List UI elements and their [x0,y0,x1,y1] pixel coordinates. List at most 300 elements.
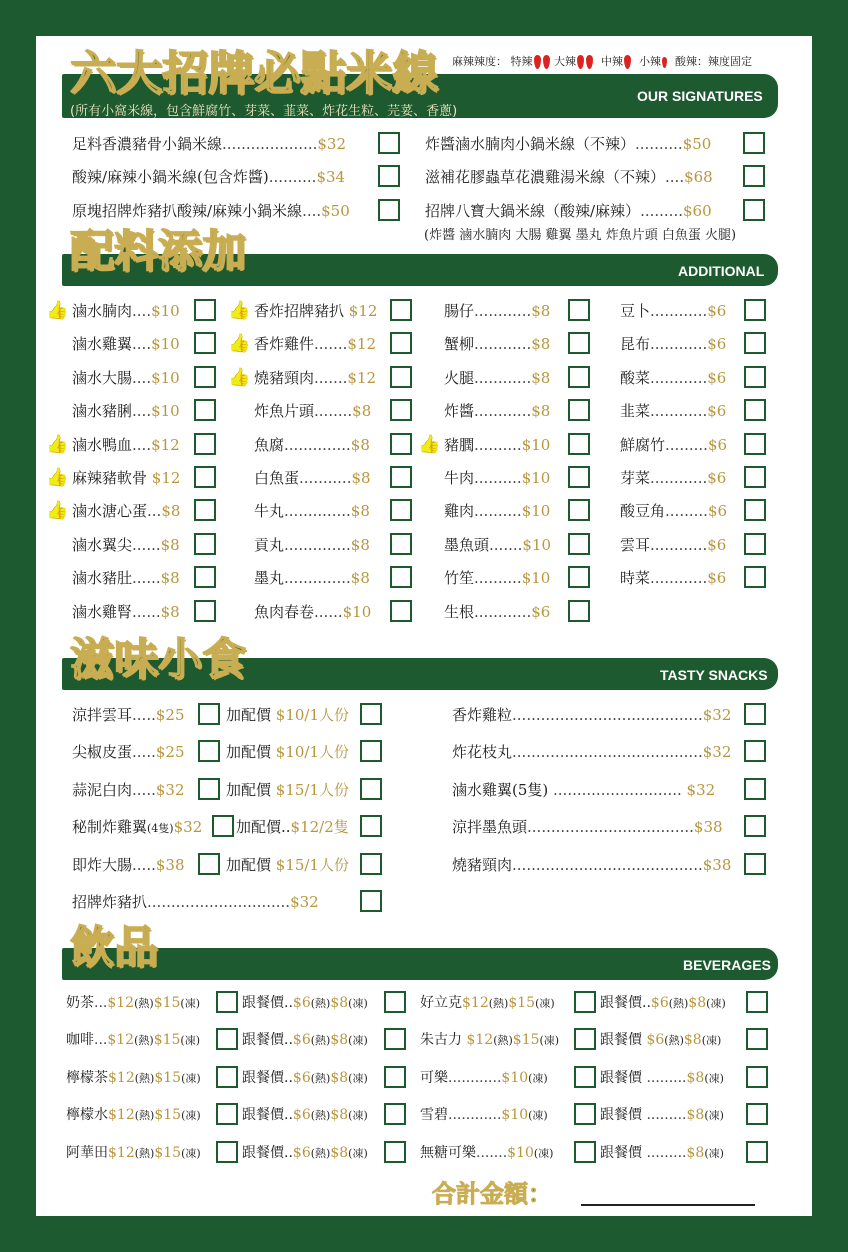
item-dots: .......... [635,135,683,153]
addon-checkbox[interactable] [360,740,382,762]
signatures-tag: OUR SIGNATURES [637,88,763,104]
snack-checkbox[interactable] [744,853,766,875]
set-checkbox[interactable] [746,991,768,1013]
item-dots: ...... [132,602,161,621]
item-price: $10 [501,1107,529,1124]
snack-checkbox[interactable] [744,778,766,800]
set-price: $8 [686,1144,705,1161]
pepper-icon [586,55,593,69]
item-dots: ......... [640,202,683,220]
item-dots: ............ [650,469,708,487]
legend-label: 麻辣辣度： [452,55,507,68]
beverage-set-price [600,1105,724,1126]
set-price: $8 [686,1107,705,1124]
set-checkbox[interactable] [384,1103,406,1125]
set-checkbox[interactable] [384,991,406,1013]
additional-item [254,368,376,388]
beverage-checkbox[interactable] [216,1141,238,1163]
addon-checkbox[interactable] [360,778,382,800]
set-tag2: (凍) [706,997,726,1010]
item-price: $8 [351,469,371,487]
item-name: 滷水大腸 [72,368,133,387]
set-checkbox[interactable] [384,1066,406,1088]
item-dots: .............. [284,502,351,521]
snack-checkbox[interactable] [744,740,766,762]
item-dots: ............ [448,1107,502,1124]
item-price: $10 [507,1144,534,1161]
addon-price: $12/2隻 [290,818,349,837]
cold-tag: (凍) [181,1109,201,1123]
item-tag: (凍) [528,1109,548,1123]
item-price: $10 [151,302,180,320]
item-dots: ............ [650,402,708,421]
additional-checkbox[interactable] [194,299,216,321]
item-name: 滷水豬肚 [72,569,133,588]
set-price: $6 [650,995,669,1011]
pepper-icon [577,55,584,69]
item-name: 香炸雞件 [254,335,315,354]
additional-item [254,435,370,455]
item-name: 腸仔 [444,302,475,320]
item-dots: ... [94,995,108,1011]
item-name: 生根 [444,602,475,621]
item-price: $8 [531,335,551,354]
item-name: 酸豆角 [620,502,666,521]
additional-checkbox[interactable] [194,433,216,455]
additional-item [620,435,727,455]
set-label: 跟餐價 [600,1144,647,1161]
beverage-set-price [242,1105,368,1126]
item-dots: .... [132,402,152,421]
set-label: 跟餐價.. [242,995,293,1011]
set-checkbox[interactable] [746,1028,768,1050]
addon-price: $10/1人份 [275,743,350,762]
cold-tag: (凍) [181,1071,201,1085]
additional-checkbox[interactable] [194,566,216,588]
additional-item [444,334,550,354]
thumbs-up-icon: 👍 [46,433,69,455]
set-dots: ......... [646,1107,687,1124]
additional-checkbox[interactable] [744,466,766,488]
item-price: $6 [707,368,727,387]
item-dots: ....... [489,535,523,554]
item-dots: ............ [474,335,532,354]
item-price: $6 [707,569,727,588]
beverage-item [66,993,200,1014]
signature-item [425,167,713,187]
additional-item [254,568,370,588]
additional-checkbox[interactable] [194,366,216,388]
signature-item [72,167,345,187]
set-dots: ......... [646,1144,687,1161]
item-price: $25 [155,706,185,724]
additional-item [444,535,551,555]
additional-checkbox[interactable] [568,299,590,321]
item-dots: ... [94,1032,108,1049]
item-dots: ..... [132,780,156,799]
item-price: $8 [160,602,180,621]
item-dots: ............ [474,402,532,421]
item-name: 燒豬頸肉 [254,368,315,387]
item-dots: ............ [474,368,532,387]
signature-checkbox[interactable] [743,165,765,187]
item-dots: ..... [132,855,156,874]
thumbs-up-icon: 👍 [228,366,251,388]
item-price: $12 [347,368,377,387]
item-price: $8 [531,368,551,387]
item-dots: ................................... [527,818,694,837]
additional-checkbox[interactable] [744,433,766,455]
item-name: 檸檬水 [66,1107,108,1124]
cold-price: $15 [153,995,181,1011]
item-price: $60 [682,202,712,220]
item-name: 芽菜 [620,469,651,487]
item-dots: .................... [222,135,318,153]
item-name: 滷水鴨血 [72,435,133,454]
set-hot-price: $6 [292,1144,311,1161]
set-tag: (凍) [704,1146,724,1160]
item-qty: (4隻) [147,822,174,836]
additional-checkbox[interactable] [390,433,412,455]
set-hot-price: $6 [292,995,311,1011]
item-price: $10 [342,602,372,621]
beverage-checkbox[interactable] [216,1103,238,1125]
beverage-checkbox[interactable] [216,1066,238,1088]
item-dots: .... [665,168,685,186]
additional-item [72,468,180,488]
thumbs-up-icon: 👍 [228,333,251,355]
item-price: $32 [317,135,347,153]
item-name: 豬膶 [444,435,475,454]
additional-checkbox[interactable] [194,399,216,421]
addon-price: $15/1人份 [275,780,350,799]
item-name: 咖啡 [66,1032,94,1049]
signature-checkbox[interactable] [378,132,400,154]
item-dots: ........ [314,402,353,421]
beverage-checkbox[interactable] [574,991,596,1013]
additional-checkbox[interactable] [744,566,766,588]
beverage-set-price [242,1030,368,1051]
item-price: $6 [707,469,727,487]
signature-item [72,134,346,154]
item-price: $32 [702,706,732,724]
set-checkbox[interactable] [746,1066,768,1088]
snack-addon [236,817,349,837]
additional-checkbox[interactable] [568,533,590,555]
hot-price: $12 [108,1144,135,1161]
thumbs-up-icon: 👍 [46,300,69,321]
item-price2: $15 [508,995,536,1011]
beverage-checkbox[interactable] [216,991,238,1013]
item-name: 雲耳 [620,535,651,554]
item-dots: ......... [665,502,708,521]
beverage-checkbox[interactable] [216,1028,238,1050]
beverage-checkbox[interactable] [574,1141,596,1163]
additional-checkbox[interactable] [744,399,766,421]
item-name: 尖椒皮蛋 [72,743,133,762]
additional-item [72,301,180,321]
set-checkbox[interactable] [384,1028,406,1050]
snack-checkbox[interactable] [744,703,766,725]
addon-label: 加配價 [226,706,276,724]
additional-item [620,301,726,321]
item-price: $8 [350,535,370,554]
item-dots: ..... [132,743,156,762]
item-name: 雪碧 [420,1107,448,1124]
item-price: $12 [151,469,181,487]
legend-special: 特辣 [510,55,533,68]
additional-checkbox[interactable] [568,566,590,588]
legend-big: 大辣 [554,55,576,68]
item-dots: .............. [284,435,351,454]
additional-checkbox[interactable] [568,466,590,488]
item-price: $8 [531,402,551,421]
additional-checkbox[interactable] [744,533,766,555]
additional-title: 配料添加 [70,226,246,277]
additional-checkbox[interactable] [744,366,766,388]
beverage-item [66,1030,200,1051]
item-name: 麻辣豬軟骨 [72,469,148,487]
beverage-set-price [242,993,368,1014]
additional-item [620,368,726,388]
additional-item [444,401,550,421]
signatures-title: 六大招牌必點米線 [70,46,438,100]
additional-checkbox[interactable] [390,366,412,388]
set-price2: $8 [688,995,707,1011]
set-checkbox[interactable] [746,1103,768,1125]
cold-price: $15 [154,1107,182,1124]
additional-item [72,602,180,622]
snack-item [72,855,185,875]
additional-checkbox[interactable] [390,600,412,622]
item-name: 韭菜 [620,402,651,421]
item-name: 涼拌雲耳 [72,706,133,724]
snack-checkbox[interactable] [198,778,220,800]
additional-checkbox[interactable] [390,299,412,321]
item-dots: ............ [448,1069,502,1086]
additional-checkbox[interactable] [194,499,216,521]
item-price: $25 [155,743,185,762]
addon-label: 加配價 [226,743,276,762]
item-price: $8 [350,435,370,454]
item-dots: ..... [132,706,156,724]
signature-checkbox[interactable] [378,165,400,187]
set-checkbox[interactable] [384,1141,406,1163]
item-price: $10 [522,535,552,554]
item-name: 鮮腐竹 [620,435,666,454]
set-hot-price: $6 [292,1032,311,1049]
additional-item [72,435,180,455]
additional-item [620,468,726,488]
addon-checkbox[interactable] [360,815,382,837]
item-price: $10 [151,402,180,421]
addon-checkbox[interactable] [360,853,382,875]
addon-checkbox[interactable] [360,703,382,725]
additional-checkbox[interactable] [390,566,412,588]
item-price: $50 [321,202,350,220]
item-name: 酸辣/麻辣小鍋米線(包含炸醬) [72,168,269,186]
item-name: 炸醬滷水腩肉小鍋米線（不辣） [425,135,636,153]
item-name: 牛丸 [254,502,285,521]
item-price: $50 [682,135,712,153]
item-name: 白魚蛋 [254,469,300,487]
item-name: 滷水腩肉 [72,302,133,320]
additional-checkbox[interactable] [390,332,412,354]
item-dots: ............ [474,302,532,320]
item-dots: .... [132,302,152,320]
item-dots: .... [302,202,322,220]
additional-checkbox[interactable] [568,600,590,622]
snack-checkbox[interactable] [360,890,382,912]
cold-tag: (凍) [180,1034,201,1048]
signature-checkbox[interactable] [743,132,765,154]
beverage-set-price [600,993,726,1014]
set-label: 跟餐價.. [242,1107,293,1124]
additional-checkbox[interactable] [390,399,412,421]
additional-item [254,401,371,421]
spice-legend [452,53,752,69]
beverage-item [420,1068,548,1089]
item-price: $8 [350,569,370,588]
item-name: 滋補花膠蟲草花濃雞湯米線（不辣） [425,168,666,186]
signature-checkbox[interactable] [378,199,400,221]
beverage-item [420,993,555,1014]
item-dots: ....... [314,335,348,354]
beverage-checkbox[interactable] [574,1103,596,1125]
addon-label: 加配價 [226,855,276,874]
addon-label: 加配價.. [236,818,291,837]
snack-checkbox[interactable] [198,740,220,762]
snack-checkbox[interactable] [198,853,220,875]
additional-checkbox[interactable] [194,466,216,488]
item-price: $38 [702,855,732,874]
set-hot-price: $6 [292,1069,311,1086]
beverage-checkbox[interactable] [574,1066,596,1088]
additional-item [254,535,370,555]
item-name: 火腿 [444,368,475,387]
legend-sour: 酸辣：辣度固定 [675,55,752,68]
additional-checkbox[interactable] [568,399,590,421]
additional-checkbox[interactable] [744,332,766,354]
item-name: 炸魚片頭 [254,402,315,421]
item-price2: $15 [512,1032,540,1049]
item-dots: ........... [299,469,352,487]
item-price: $38 [155,855,185,874]
set-cold-tag: (凍) [348,1109,368,1123]
item-name: 足料香濃豬骨小鍋米線 [72,135,223,153]
total-label: 合計金額： [432,1180,552,1208]
item-name: 阿華田 [66,1144,108,1161]
set-checkbox[interactable] [746,1141,768,1163]
additional-item [620,568,726,588]
additional-checkbox[interactable] [390,499,412,521]
signature-checkbox[interactable] [743,199,765,221]
item-dots: .......... [474,435,522,454]
snack-checkbox[interactable] [212,815,234,837]
item-price: $12 [347,335,377,354]
additional-checkbox[interactable] [744,499,766,521]
additional-item [254,334,376,354]
snack-checkbox[interactable] [744,815,766,837]
additional-item [72,401,180,421]
set-label: 跟餐價 [600,1069,647,1086]
additional-checkbox[interactable] [744,299,766,321]
item-price: $32 [155,780,185,799]
beverage-set-price [600,1068,724,1089]
item-name: 蟹柳 [444,335,475,354]
additional-item [254,501,370,521]
additional-checkbox[interactable] [390,533,412,555]
additional-checkbox[interactable] [568,366,590,388]
cold-tag: (凍) [180,997,201,1010]
item-name: 香炸雞粒 [452,706,513,724]
item-dots: .......... [268,168,317,186]
additional-checkbox[interactable] [568,433,590,455]
item-name: 涼拌墨魚頭 [452,818,528,837]
addon-price: $10/1人份 [275,706,350,724]
item-price: $68 [684,168,713,186]
beverage-item [66,1068,201,1089]
item-name: 昆布 [620,335,651,354]
set-price: $8 [686,1069,705,1086]
additional-item [72,568,180,588]
additional-checkbox[interactable] [194,332,216,354]
snack-item [72,817,202,839]
beverage-set-price [242,1068,368,1089]
hot-tag: (熱) [134,1034,154,1048]
item-name: 即炸大腸 [72,855,133,874]
beverages-band [62,948,778,980]
item-price: $8 [160,569,180,588]
additional-checkbox[interactable] [194,600,216,622]
beverage-checkbox[interactable] [574,1028,596,1050]
additional-tag: ADDITIONAL [678,263,765,279]
thumbs-up-icon: 👍 [46,500,69,522]
item-name: 豆卜 [620,302,651,320]
item-dots: ... [147,502,162,521]
beverages-tag: BEVERAGES [683,957,771,973]
set-label: 跟餐價 [600,1107,647,1124]
snack-checkbox[interactable] [198,703,220,725]
item-name: 招牌炸豬扒 [72,893,148,911]
additional-checkbox[interactable] [568,332,590,354]
snack-item [452,817,723,837]
cold-tag: (凍) [181,1146,201,1160]
additional-checkbox[interactable] [568,499,590,521]
item-price: $6 [707,435,728,454]
pepper-icon [543,55,550,69]
beverage-set-price [600,1143,724,1164]
item-dots: ............ [650,535,708,554]
item-dots: ........................................ [512,743,703,762]
item-name: 原塊招牌炸豬扒酸辣/麻辣小鍋米線 [72,202,303,220]
snack-item [452,742,731,762]
item-dots: ........................... [548,780,687,799]
total-input-line[interactable] [581,1204,755,1206]
beverage-item [66,1105,201,1126]
beverage-item [420,1105,548,1126]
snacks-tag: TASTY SNACKS [660,667,768,683]
additional-checkbox[interactable] [194,533,216,555]
addon-label: 加配價 [226,780,276,799]
snack-addon [226,855,349,875]
additional-checkbox[interactable] [390,466,412,488]
item-price: $6 [707,535,727,554]
item-name: 秘制炸雞翼 [72,818,148,837]
item-dots: .............................. [147,893,291,911]
item-price: $12 [151,435,180,454]
item-price: $34 [316,168,346,186]
